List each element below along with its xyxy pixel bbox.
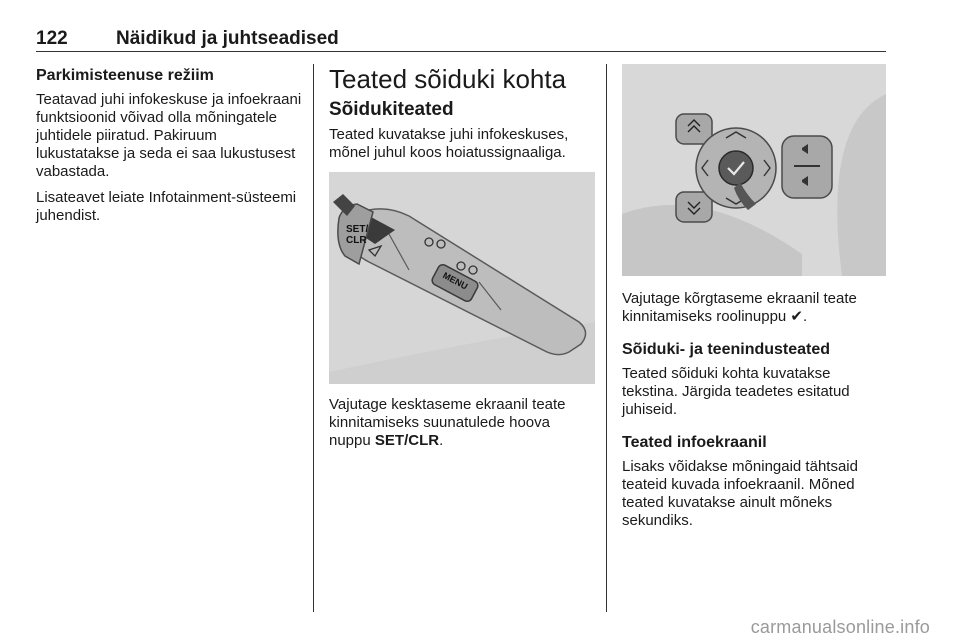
column-divider-right bbox=[606, 64, 607, 612]
paragraph: Teated sõiduki kohta kuvatakse tekstina. Järgida teadetes esitatud juhiseid. bbox=[622, 365, 850, 418]
paragraph: Lisateavet leiate Infotainment-süsteemi juhendist. bbox=[36, 189, 297, 224]
column-1 bbox=[36, 64, 304, 233]
section-heading-info-display: Teated infoekraanil bbox=[622, 434, 767, 451]
column-2 bbox=[329, 64, 595, 458]
page-header bbox=[36, 28, 886, 52]
subsection-title: Sõidukiteated bbox=[329, 99, 454, 120]
stalk-lever-illustration bbox=[329, 172, 595, 384]
column-divider-left bbox=[313, 64, 314, 612]
figure-caption-steering: Vajutage kõrgtaseme ekraanil teate kinnitamiseks roolinuppu ✔. bbox=[622, 290, 857, 325]
caption-text: Vajutage kesktaseme ekraanil teate kinnitamiseks suunatulede hoova nuppu bbox=[329, 396, 566, 449]
watermark: carmanualsonline.info bbox=[750, 617, 930, 637]
section-heading-vehicle-service: Sõiduki- ja teenindusteated bbox=[622, 341, 831, 358]
section-heading-valet-mode: Parkimisteenuse režiim bbox=[36, 67, 214, 84]
figure-caption-stalk bbox=[329, 396, 595, 450]
column-3 bbox=[622, 64, 886, 538]
steering-wheel-illustration bbox=[622, 64, 886, 276]
section-title: Teated sõiduki kohta bbox=[329, 64, 567, 94]
paragraph: Teated kuvatakse juhi infokeskuses, mõnel juhul koos hoiatussignaaliga. bbox=[329, 126, 569, 161]
clr-label: CLR bbox=[346, 235, 367, 246]
caption-end: . bbox=[439, 432, 444, 449]
set-label: SET/ bbox=[346, 224, 369, 235]
set-clr-term: SET/CLR bbox=[374, 432, 440, 449]
paragraph: Lisaks võidakse mõningaid tähtsaid teateid kuvada infoekraanil. Mõned teated kuvatakse ainult mõneks sekundiks. bbox=[622, 458, 858, 529]
paragraph: Teatavad juhi infokeskuse ja infoekraani funktsioonid võivad olla mõningatele juhtidele piiratud. Pakiruum lukustatakse ja seda ei saa lukustusest vabastada. bbox=[36, 91, 302, 180]
header-rule bbox=[36, 51, 886, 52]
chapter-title: Näidikud ja juhtseadised bbox=[116, 28, 339, 49]
menu-label: MENU bbox=[441, 270, 470, 292]
page-number: 122 bbox=[36, 28, 68, 49]
